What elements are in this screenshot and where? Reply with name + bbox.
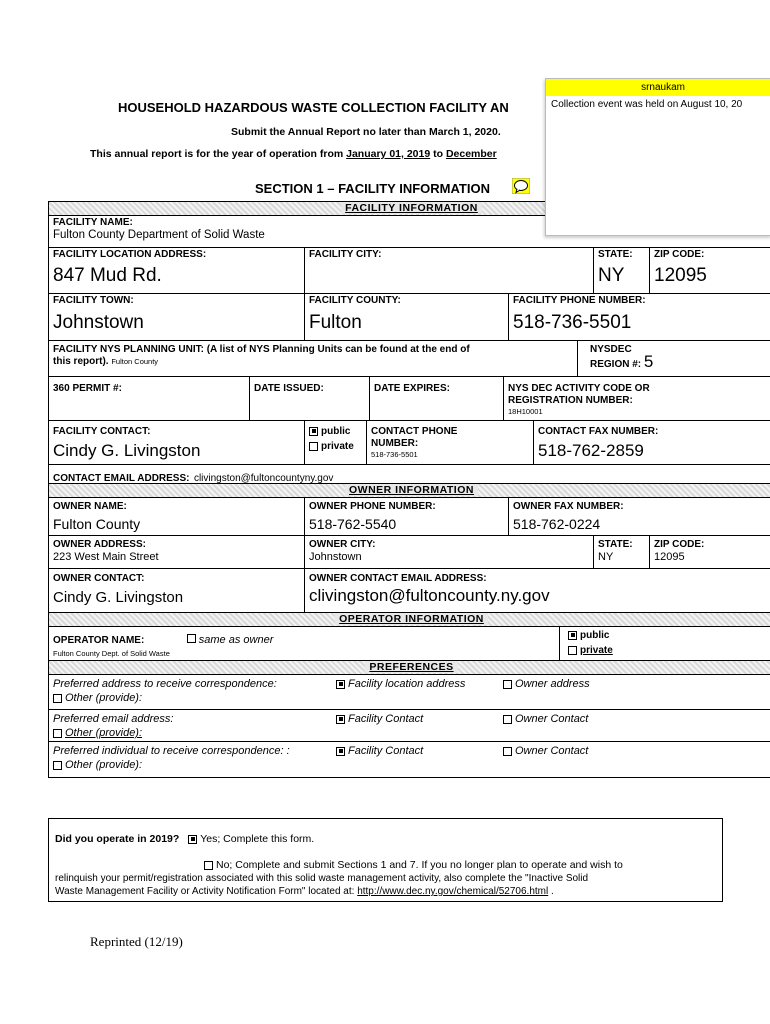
facility-name-value[interactable]: Fulton County Department of Solid Waste [53,229,265,241]
date-issued-label: DATE ISSUED: [254,383,324,394]
same-as-owner-checkbox[interactable] [187,634,196,643]
contact-email-label: CONTACT EMAIL ADDRESS: [53,473,190,484]
operate-question: Did you operate in 2019? [55,833,180,845]
pref-indiv-owner-label: Owner Contact [515,745,589,757]
pref-corr-other-label: Other (provide): [65,692,143,704]
row-facility-town [49,294,770,341]
form-title: HOUSEHOLD HAZARDOUS WASTE COLLECTION FACILITY AN [118,100,509,115]
row-facility-address [49,248,770,294]
planning-unit-value[interactable]: Fulton County [111,357,159,366]
owner-email-value[interactable]: clivingston@fultoncounty.ny.gov [309,586,550,605]
pref-indiv-owner-checkbox[interactable] [503,747,512,756]
facility-town-label: FACILITY TOWN: [53,295,134,306]
pref-corr-label: Preferred address to receive correspondence: [53,678,277,690]
operator-public-checkbox[interactable] [568,631,577,640]
band-preferences: PREFERENCES [49,661,770,675]
reprinted-note: Reprinted (12/19) [90,934,183,949]
row-owner-contact [49,569,770,613]
pref-indiv-facility-label: Facility Contact [348,745,424,757]
pref-corr-owner-label: Owner address [515,678,590,690]
pref-corr-other-checkbox[interactable] [53,694,62,703]
operate-no-suffix: . [548,886,554,897]
row-facility-contact [49,421,770,465]
facility-city-label: FACILITY CITY: [309,249,382,260]
row-pref-email [49,710,770,742]
row-permit [49,377,770,421]
owner-address-value[interactable]: 223 West Main Street [53,551,159,563]
facility-county-label: FACILITY COUNTY: [309,295,401,306]
facility-town-value[interactable]: Johnstown [53,312,144,333]
row-owner-name [49,498,770,536]
pref-corr-facility-checkbox[interactable] [336,680,345,689]
permit-label: 360 PERMIT #: [53,383,122,394]
operate-yes-label: Yes; Complete this form. [200,833,315,845]
date-expires-label: DATE EXPIRES: [374,383,450,394]
submit-deadline: Submit the Annual Report no later than March 1, 2020. [231,126,501,138]
region-label: NYSDEC [590,344,632,355]
comment-author: srnaukam [546,79,770,96]
operator-private-label: private [580,645,613,656]
pref-indiv-other-checkbox[interactable] [53,761,62,770]
activity-code-value[interactable]: 18H10001 [508,407,543,416]
band-owner-information: OWNER INFORMATION [49,484,770,498]
contact-public-checkbox[interactable] [309,427,318,436]
inactive-form-link[interactable]: http://www.dec.ny.gov/chemical/52706.html [357,886,549,897]
contact-phone-label: CONTACT PHONE [371,426,458,437]
owner-contact-label: OWNER CONTACT: [53,573,145,584]
operator-name-label: OPERATOR NAME: [53,635,145,646]
row-pref-individual [49,742,770,778]
owner-phone-value[interactable]: 518-762-5540 [309,516,397,532]
owner-name-label: OWNER NAME: [53,501,127,512]
facility-zip-label: ZIP CODE: [654,249,705,260]
facility-name-label: FACILITY NAME: [53,217,133,228]
pref-email-facility-checkbox[interactable] [336,715,345,724]
contact-phone-value[interactable]: 518-736-5501 [371,450,418,459]
operator-private-checkbox[interactable] [568,646,577,655]
facility-zip-value[interactable]: 12095 [654,265,707,286]
pref-corr-owner-checkbox[interactable] [503,680,512,689]
same-as-owner-label: same as owner [198,634,274,646]
pref-indiv-other-label: Other (provide): [65,759,143,771]
band-facility-information: FACILITY INFORMATION [49,201,770,216]
planning-unit-label: FACILITY NYS PLANNING UNIT: (A list of NYS Planning Units can be found at the end of [53,344,470,355]
pref-email-other-checkbox[interactable] [53,729,62,738]
facility-phone-value[interactable]: 518-736-5501 [513,312,632,333]
comment-popup[interactable] [545,78,770,236]
operator-name-value[interactable]: Fulton County Dept. of Solid Waste [53,649,170,658]
owner-address-label: OWNER ADDRESS: [53,539,146,550]
contact-public-label: public [321,426,351,437]
band-operator-information: OPERATOR INFORMATION [49,613,770,627]
contact-phone-label-2: NUMBER: [371,438,419,449]
pref-email-other-label: Other (provide): [65,727,143,739]
facility-address-value[interactable]: 847 Mud Rd. [53,265,162,286]
pref-email-facility-label: Facility Contact [348,713,424,725]
contact-fax-label: CONTACT FAX NUMBER: [538,426,659,437]
region-label-2: REGION #: [590,359,642,370]
comment-text: Collection event was held on August 10, 20 [551,99,743,110]
contact-private-checkbox[interactable] [309,442,318,451]
owner-fax-value[interactable]: 518-762-0224 [513,516,601,532]
owner-zip-label: ZIP CODE: [654,539,705,550]
operate-no-line2: relinquish your permit/registration associated with this solid waste management activity, also complete the "Inactive Solid [55,873,589,884]
owner-state-value[interactable]: NY [598,551,614,563]
row-operator [49,627,770,661]
report-year-line: This annual report is for the year of operation from January 01, 2019 to December [90,148,497,160]
owner-state-label: STATE: [598,539,633,550]
pref-indiv-label: Preferred individual to receive correspondence: : [53,745,290,757]
comment-icon[interactable] [512,178,530,194]
contact-email-value[interactable]: clivingston@fultoncountyny.gov [193,473,334,484]
pref-email-owner-checkbox[interactable] [503,715,512,724]
operate-question-box [48,818,723,902]
region-value[interactable]: 5 [643,352,654,371]
contact-fax-value[interactable]: 518-762-2859 [538,441,644,460]
pref-email-owner-label: Owner Contact [515,713,589,725]
owner-phone-label: OWNER PHONE NUMBER: [309,501,436,512]
pref-email-label: Preferred email address: [53,713,174,725]
facility-state-label: STATE: [598,249,633,260]
owner-fax-label: OWNER FAX NUMBER: [513,501,624,512]
operator-public-label: public [580,630,610,641]
activity-code-label: NYS DEC ACTIVITY CODE OR [508,383,650,394]
row-pref-correspondence [49,675,770,710]
operate-yes-checkbox[interactable] [188,835,197,844]
owner-email-label: OWNER CONTACT EMAIL ADDRESS: [309,573,487,584]
pref-indiv-facility-checkbox[interactable] [336,747,345,756]
facility-state-value[interactable]: NY [598,265,625,286]
facility-address-label: FACILITY LOCATION ADDRESS: [53,249,207,260]
activity-code-label-2: REGISTRATION NUMBER: [508,395,633,406]
owner-city-value[interactable]: Johnstown [309,551,362,563]
row-planning-unit [49,341,770,377]
contact-private-label: private [321,441,354,452]
owner-name-value[interactable]: Fulton County [53,516,141,532]
facility-county-value[interactable]: Fulton [309,312,362,333]
facility-form [48,201,770,778]
operate-no-checkbox[interactable] [204,861,213,870]
planning-unit-label-2: this report). [53,356,109,367]
facility-contact-label: FACILITY CONTACT: [53,426,151,437]
section-title: SECTION 1 – FACILITY INFORMATION [255,181,490,196]
owner-contact-value[interactable]: Cindy G. Livingston [53,589,184,606]
pref-corr-facility-label: Facility location address [348,678,466,690]
row-owner-address [49,536,770,569]
owner-zip-value[interactable]: 12095 [654,551,685,563]
operate-no-line1: No; Complete and submit Sections 1 and 7. If you no longer plan to operate and wish to [216,859,623,871]
facility-contact-value[interactable]: Cindy G. Livingston [53,441,201,460]
row-contact-email [49,465,770,484]
operate-no-line3: Waste Management Facility or Activity Notification Form" located at: [55,886,358,897]
facility-phone-label: FACILITY PHONE NUMBER: [513,295,646,306]
owner-city-label: OWNER CITY: [309,539,376,550]
